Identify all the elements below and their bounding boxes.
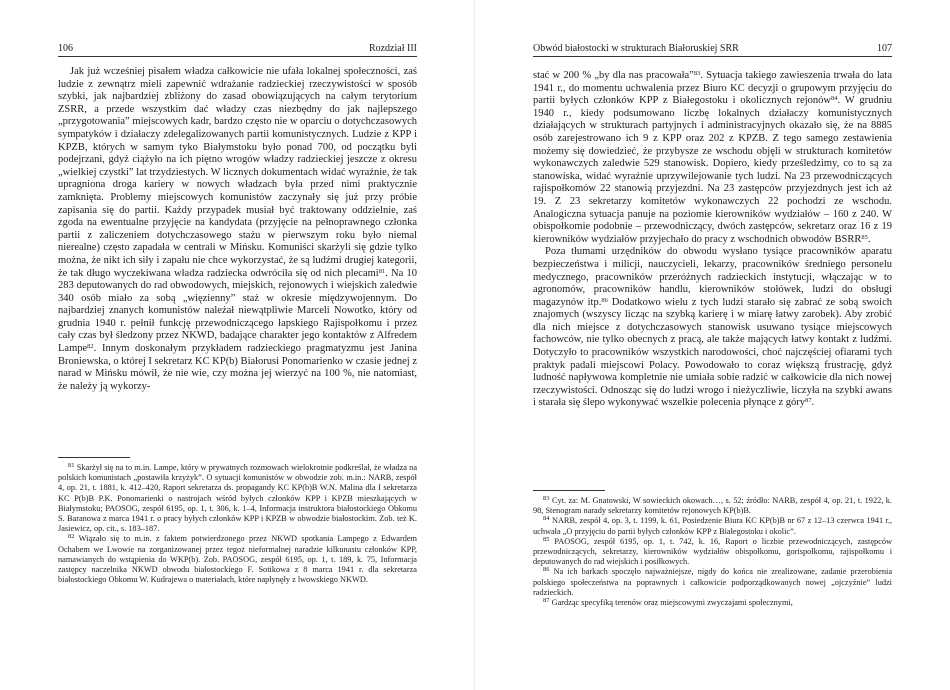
footnote-text: Skarżył się na to m.in. Lampe, który w prywatnych rozmowach wielokrotnie podkreślał, że władza na polskich komunistach „postawiła krzyżyk”. O sytuacji komunistów w obwodzie zob. m.in.: NARB, zespół 4, op. 21, t. 1881, k. 412–420, Raport sekretarza ds. propagandy KC KP(b)B W.N. Malina dla I sekretarza KC P(b)B P.K. Ponomarienki o nastrojach wśród byłych członków KPP i KPZB mieszkających w Białymstoku; PAOSOG, zespół 6195, op. 1, t. 306, k. 1–4, Informacja instruktora białostockiego Obkomu S. Baranowa z marca 1941 r. o pracy byłych członków KPP i KPZB w obwodzie białostockim. Zob. też K. Jasiewicz, op. cit., s. 183–187. <box>58 463 418 534</box>
text-run: Jak już wcześniej pisałem władza całkowicie nie ufała lokalnej społeczności, zaś ludzie z zewnątrz mieli zapewnić wdrażanie radzieckiej rzeczywistości w sposób szybki, jak najbardziej zbliżony do zasad obowiązujących na całym terytorium ZSRR, a przede wszystkim dać władzy czas niezbędny do jak najlepszego „przygotowania” miejscowych kadr, bardzo często nie w oparciu o dotychczasowych sympatyków i działaczy zdelegalizowanych partii komunistycznych. Ludzie z KPP i KPZB, których w samym tyko Białymstoku było ponad 700, od początku byli podejrzani, gdyż ciążyło na ich piętno wrogów władzy radzieckiej jeszcze z okresu „wielkiej czystki” lat trzydziestych. W licznych dokumentach widać wyraźnie, że tak upragniona droga kariery w nowych władzach była przed nimi praktycznie zamknięta. Problemy miejscowych komunistów zaczynały się już przy próbie zapisania się do partii. Każdy przypadek musiał być traktowany oddzielnie, zaś zgoda na ewentualne przyjęcie na kandydata (przyjęcie na pełnoprawnego członka partii z zaliczeniem dotychczasowego stażu w pierwszym roku było niemal nierealne) często zapadała w centrali w Mińsku. Komuniści skarżyli się gdzie tylko można, że nikt ich siły i zapału nie chce wykorzystać, że są ludźmi drugiej kategorii, że tak długo wyczekiwana władza radziecka odwróciła się od nich plecami <box>58 66 417 279</box>
header-rule <box>58 56 417 57</box>
footnote <box>533 516 892 536</box>
footnote-text: Gardząc specyfiką terenów oraz miejscowymi zwyczajami społecznymi, <box>551 598 793 608</box>
page-number: 107 <box>877 43 892 54</box>
paragraph <box>58 66 417 393</box>
running-title: Obwód białostocki w strukturach Białoruskiej SRR <box>533 43 739 54</box>
footnote-number: 86 <box>543 566 550 574</box>
running-head-right <box>533 43 892 57</box>
footnote-ref: 87 <box>805 397 812 405</box>
footnotes <box>58 457 417 585</box>
text-run: Poza tłumami urzędników do obwodu wysłano tysiące pracowników aparatu bezpieczeństwa i milicji, nauczycieli, lekarzy, pracowników średniego personelu medycznego, pracowników przeróżnych radzieckich instytucji, włączając w to agronomów, pracowników handlu, kierowników stołówek, ludzi do obsługi magazynów itp. <box>533 246 892 308</box>
paragraph <box>533 246 892 410</box>
header-rule <box>533 56 892 57</box>
footnote-ref: 85 <box>861 233 868 241</box>
footnote-number: 83 <box>543 495 550 502</box>
footnote-ref: 83 <box>693 70 701 77</box>
footnote-ref: 82 <box>87 343 94 351</box>
text-run: . Sytuacja takiego zawieszenia trwała do lata 1941 r., do momentu uchwalenia przez Biuro KC decyzji o grupowym przyjęciu do partii byłych członków KPP z Białegostoku i okolicznych rejonów <box>533 70 892 107</box>
footnote <box>533 496 892 516</box>
footnote <box>58 534 417 585</box>
footnote-rule <box>58 457 130 458</box>
text-run: Dodatkowo wielu z tych ludzi starało się zabrać ze sobą swoich znajomych (wszyscy licząc na szybką karierę i w miarę łatwy zarobek). Aby zrobić dla nich miejsce z dotychczasowych stanowisk usuwano tysiące miejscowych fachowców, nie tylko obecnych z pracą, ale także mających łatwy kontakt z ludźmi. Dotyczyło to pracowników wszystkich narodowości, choć najczęściej ofiarami tych praktyk padali miejscowi Polacy. Powodowało to coraz większą frustrację, gdyż ludność napływowa kompletnie nie umiała sobie radzić w całkowicie dla nich nowej rzeczywistości. Odnosząc się do ludzi wrogo i nieżyczliwie, liczyła na szybki awans i starała się ślepo wykonywać wszelkie polecenia płynące z góry <box>533 296 892 409</box>
paragraph <box>533 70 892 246</box>
footnote-text: Na ich barkach spoczęło najważniejsze, nigdy do końca nie zrealizowane, zadanie przerobienia polskiego społeczeństwa na poprawnych i całkowicie podporządkowanych nowej „ojczyźnie” ludzi radzieckich. <box>533 567 893 597</box>
footnote-number: 82 <box>68 533 75 541</box>
page-number: 106 <box>58 43 73 54</box>
footnote-rule <box>533 490 605 491</box>
text-run: . <box>811 397 815 409</box>
text-run: . W grudniu 1940 r., kiedy podsumowano liczbę lokalnych działaczy komunistycznych działających w strukturach partyjnych i administracyjnych okazało się, że na 8885 osób zarejestrowano ich 9 z KPP oraz 202 z KPZB. Z tego samego zestawienia możemy się dowiedzieć, że przybysze ze wschodu objęli w strukturach komitetów wykonawczych zaledwie 529 stanowisk. Dopiero, kiedy prześledzimy, co to są za stanowiska, widać wyraźnie uprzywilejowanie tych ludzi. Na 23 przewodniczących rajispołkomów 22 stanowią przyjezdni. Na 23 zastępców przyjezdnych jest ich aż 19. Z 23 sekretarzy komitetów wykonawczych 22 pochodzi ze wschodu. Analogiczna sytuacja panuje na poziomie kierowników wydziałów – 160 z 240. W obispołkomie podobnie – przewodniczący, dwóch zastępców, sekretarz oraz 16 z 19 kierowników wydziałów przyjechało do pracy z wschodnich obwodów BSRR <box>533 95 892 245</box>
text-run: . Na 10 283 deputowanych do rad obwodowych, miejskich, rejonowych i wiejskich zaledwie 340 osób miało za sobą „więzienny” staż w okresie międzywojennym. Do najbardziej znanych komunistów należał niewątpliwie Marceli Nowotko, który od grudnia 1940 r. pełnił funkcję przewodniczącego łapskiego Rajispołkomu i przez cały czas był śledzony przez NKWD, badające charakter jego kontaktów z Alfredem Lampe <box>58 267 417 355</box>
body-text <box>58 66 417 393</box>
body-text <box>533 70 892 410</box>
footnote-text: NARB, zespół 4, op. 3, t. 1199, k. 61, Posiedzenie Biura KC KP(b)B nr 67 z 12–13 czerwca 1941 r., uchwała „O przyjęciu do partii byłych członków KPP z Białegostoku i okolic”. <box>533 516 893 536</box>
footnote-text: Cyt. za: M. Gnatowski, W sowieckich okowach…, s. 52; źródło: NARB, zespół 4, op. 21, t. 1922, k. 98, Stenogram narady sekretarzy komitetów rejonowych KP(b)B. <box>533 496 892 516</box>
footnote-ref: 84 <box>830 95 838 103</box>
footnote-text: PAOSOG, zespół 6195, op. 1, t. 742, k. 16, Raport o liczbie przewodniczących, zastępców przewodniczących, sekretarzy, kierowników wydziałów obispołkomu, gorispołkomu, rajispołkomu i deputowanych do rad wiejskich i posiłkowych. <box>533 536 892 567</box>
footnote <box>533 537 892 568</box>
footnote-ref: 86 <box>601 296 608 304</box>
text-run: . <box>867 233 871 245</box>
running-title: Rozdział III <box>368 43 417 54</box>
footnote-number: 84 <box>543 515 550 523</box>
text-run: stać w 200 % „by dla nas pracowała” <box>533 70 694 81</box>
footnote-ref: 81 <box>378 267 386 275</box>
footnote-text: Wiązało się to m.in. z faktem potwierdzonego przez NKWD spotkania Lampego z Edwardem Ochabem we Lwowie na zorganizowanej przez tegoż nieformalnej naradzie kilkunastu członków KPP, namawianych do wstąpienia do WKP(b). Zob. PAOSOG, zespół 6195, op. 1, t. 189, k. 75, Informacja zastępcy naczelnika NKWD obwodu białostockiego F. Sotikowa z 8 marca 1941 r. dla sekretarza białostockiego Obkomu W. Kudrajewa o materiałach, które napłynęły z lwowskiego NKWD. <box>58 534 417 585</box>
text-run: . Innym doskonałym przykładem radzieckiego pragmatyzmu jest Janina Broniewska, o której I sekretarz KC KP(b) Białorusi Ponomarienko w czasie jednej z narad w Mińsku mówił, że nie wie, czy można jej wierzyć na 100 %, nie natomiast, że należy ją wykorzy- <box>58 343 417 392</box>
footnote <box>533 598 892 608</box>
footnotes <box>533 490 892 608</box>
footnote-number: 87 <box>543 597 550 605</box>
footnote-number: 85 <box>543 535 550 543</box>
footnote <box>533 567 892 598</box>
footnote-number: 81 <box>68 462 75 469</box>
running-head-left <box>58 43 417 57</box>
right-page <box>475 0 950 690</box>
footnote <box>58 463 417 534</box>
